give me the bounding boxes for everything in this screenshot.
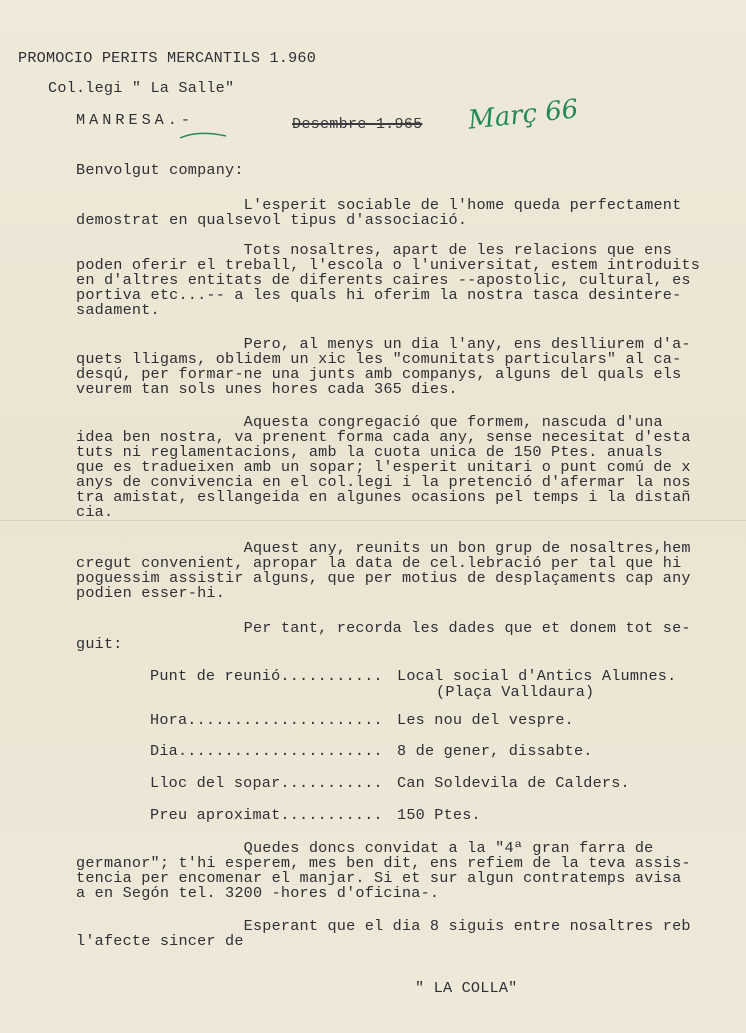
paragraph-line: guit: xyxy=(76,635,123,653)
handwritten-date: Març 66 xyxy=(466,94,580,136)
header-promotion: PROMOCIO PERITS MERCANTILS 1.960 xyxy=(18,49,317,67)
paragraph-line: poden oferir el treball, l'escola o l'universitat, estem introduits xyxy=(76,256,701,274)
detail-label-meeting-point: Punt de reunió........... xyxy=(150,667,383,685)
closing-line: l'afecte sincer de xyxy=(76,932,244,950)
paragraph-line: sadament. xyxy=(76,301,160,319)
detail-value-meeting-point: Local social d'Antics Alumnes. xyxy=(397,667,677,685)
detail-value-price: 150 Ptes. xyxy=(397,806,481,824)
paragraph-line: desqú, per formar-ne una junts amb companys, alguns del quals els xyxy=(76,365,682,383)
paragraph-line: Per tant, recorda les dades que et donem tot se- xyxy=(76,619,691,637)
detail-value-meeting-point-square: (Plaça Valldaura) xyxy=(436,683,595,701)
paragraph-line: en d'altres entitats de diferents caires --apostolic, cultural, es xyxy=(76,271,691,289)
signature: " LA COLLA" xyxy=(415,979,518,997)
detail-value-dinner-place: Can Soldevila de Calders. xyxy=(397,774,630,792)
paragraph-line: portiva etc...-- a les quals hi oferim la nostra tasca desintere- xyxy=(76,286,682,304)
paragraph-line: poguessim assistir alguns, que per motius de desplaçaments cap any xyxy=(76,569,691,587)
paragraph-line: anys de convivencia en el col.legi i la pretenció d'afermar la nos xyxy=(76,473,691,491)
header-school: Col.legi " La Salle" xyxy=(48,79,235,97)
paragraph-line: cia. xyxy=(76,503,114,521)
detail-label-price: Preu aproximat........... xyxy=(150,806,383,824)
closing-line: a en Segón tel. 3200 -hores d'oficina-. xyxy=(76,884,440,902)
paragraph-line: tuts ni reglamentacions, amb la cuota unica de 150 Ptes. anuals xyxy=(76,443,663,461)
paragraph-line: L'esperit sociable de l'home queda perfectament xyxy=(76,196,682,214)
paragraph-line: veurem tan sols unes hores cada 365 dies. xyxy=(76,380,458,398)
paragraph-line: cregut convenient, apropar la data de cel.lebració per tal que hi xyxy=(76,554,682,572)
closing-line: Esperant que el dia 8 siguis entre nosaltres reb xyxy=(76,917,691,935)
paragraph-line: demostrat en qualsevol tipus d'associació. xyxy=(76,211,468,229)
detail-label-dinner-place: Lloc del sopar........... xyxy=(150,774,383,792)
paragraph-line: Aquest any, reunits un bon grup de nosaltres,hem xyxy=(76,539,691,557)
underline-flourish xyxy=(178,128,228,142)
paragraph-line: quets lligams, oblidem un xic les "comunitats particulars" al ca- xyxy=(76,350,682,368)
detail-label-time: Hora..................... xyxy=(150,711,383,729)
header-city: MANRESA.- xyxy=(76,111,195,129)
greeting: Benvolgut company: xyxy=(76,161,244,179)
closing-line: Quedes doncs convidat a la "4ª gran farra de xyxy=(76,839,654,857)
detail-value-time: Les nou del vespre. xyxy=(397,711,574,729)
closing-line: germanor"; t'hi esperem, mes ben dit, ens refiem de la teva assis- xyxy=(76,854,691,872)
detail-value-day: 8 de gener, dissabte. xyxy=(397,742,593,760)
paragraph-line: Pero, al menys un dia l'any, ens deslliurem d'a- xyxy=(76,335,691,353)
paragraph-line: tra amistat, esllangeida en algunes ocasions pel temps i la distañ xyxy=(76,488,691,506)
struck-date: Desembre 1.965 xyxy=(292,115,423,133)
detail-label-day: Dia...................... xyxy=(150,742,383,760)
paragraph-line: podien esser-hi. xyxy=(76,584,226,602)
paragraph-line: que es tradueixen amb un sopar; l'esperit unitari o punt comú de x xyxy=(76,458,691,476)
paragraph-line: Tots nosaltres, apart de les relacions que ens xyxy=(76,241,673,259)
paragraph-line: Aquesta congregació que formem, nascuda d'una xyxy=(76,413,663,431)
closing-line: tencia per encomenar el manjar. Si et sur algun contratemps avisa xyxy=(76,869,682,887)
paragraph-line: idea ben nostra, va prenent forma cada any, sense necesitat d'esta xyxy=(76,428,691,446)
